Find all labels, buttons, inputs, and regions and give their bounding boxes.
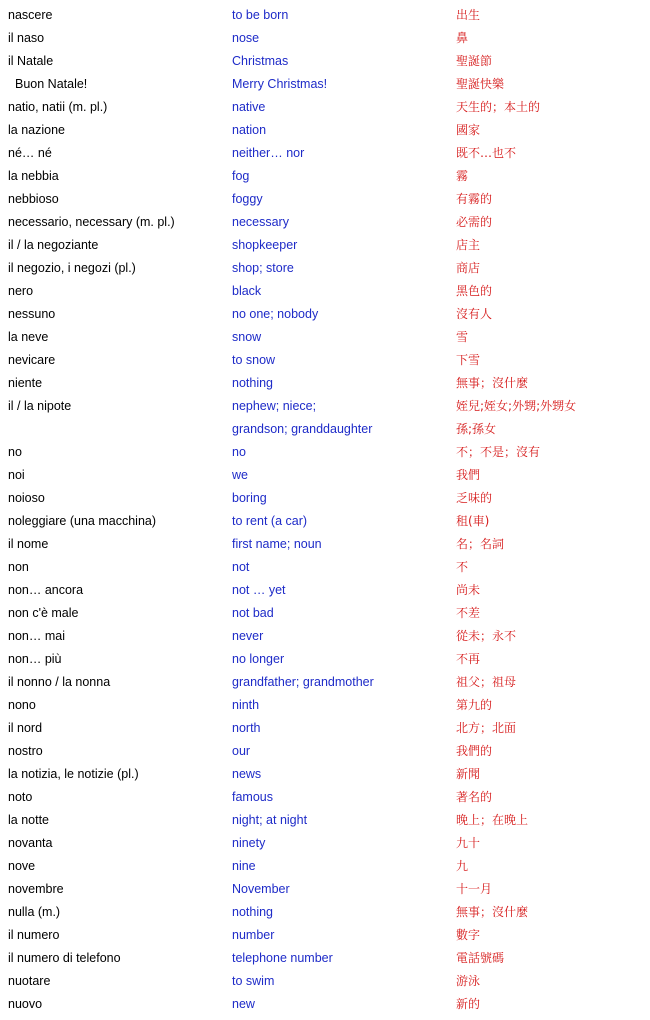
chinese-translation: 游泳 [456,974,481,988]
vocab-row [0,717,650,740]
english-translation: telephone number [232,951,333,965]
english-translation: neither… nor [232,146,305,160]
chinese-translation: 聖誕快樂 [456,77,505,91]
italian-term: il nome [8,537,49,551]
italian-term: nero [8,284,34,298]
english-translation: black [232,284,262,298]
english-translation: ninety [232,836,266,850]
italian-term: la notte [8,813,50,827]
chinese-translation: 無事；沒什麼 [456,905,529,919]
italian-term: non… mai [8,629,65,643]
english-translation: no longer [232,652,285,666]
vocab-row [0,418,650,441]
vocab-row [0,188,650,211]
italian-term: noioso [8,491,45,505]
italian-term: il nonno / la nonna [8,675,111,689]
vocab-row [0,96,650,119]
italian-term: nove [8,859,36,873]
vocab-row [0,970,650,993]
italian-term: nascere [8,8,53,22]
italian-term: noi [8,468,25,482]
english-translation: no one; nobody [232,307,319,321]
english-translation: shopkeeper [232,238,298,252]
english-translation: not [232,560,250,574]
vocab-row [0,533,650,556]
chinese-translation: 電話號碼 [456,951,505,965]
italian-term: il nord [8,721,43,735]
vocab-row [0,142,650,165]
vocab-row [0,441,650,464]
italian-term: il naso [8,31,45,45]
chinese-translation: 祖父；祖母 [456,675,517,689]
english-translation: north [232,721,261,735]
italian-term: nostro [8,744,43,758]
italian-term: il Natale [8,54,54,68]
chinese-translation: 不再 [456,652,481,666]
chinese-translation: 乏味的 [456,491,493,505]
italian-term: novanta [8,836,53,850]
chinese-translation: 黑色的 [456,284,493,298]
chinese-translation: 店主 [456,238,481,252]
vocab-row [0,4,650,27]
chinese-translation: 從未；永不 [456,629,517,643]
chinese-translation: 不；不是；沒有 [456,445,541,459]
vocab-row [0,395,650,418]
vocab-row [0,27,650,50]
italian-term: natio, natii (m. pl.) [8,100,108,114]
english-translation: necessary [232,215,289,229]
italian-term: noleggiare (una macchina) [8,514,157,528]
vocab-row [0,326,650,349]
italian-term: novembre [8,882,64,896]
vocab-row [0,464,650,487]
vocab-row [0,510,650,533]
vocab-row [0,625,650,648]
chinese-translation: 商店 [456,261,481,275]
vocab-row [0,924,650,947]
italian-term: necessario, necessary (m. pl.) [8,215,175,229]
english-translation: Christmas [232,54,289,68]
english-translation: to snow [232,353,276,367]
vocab-row [0,648,650,671]
english-translation: grandson; granddaughter [232,422,373,436]
chinese-translation: 我們 [456,468,481,482]
chinese-translation: 國家 [456,123,481,137]
english-translation: nation [232,123,267,137]
vocab-row [0,947,650,970]
chinese-translation: 十一月 [456,882,493,896]
vocab-row [0,165,650,188]
vocab-row [0,119,650,142]
vocab-row [0,993,650,1016]
chinese-translation: 無事；沒什麼 [456,376,529,390]
english-translation: news [232,767,262,781]
chinese-translation: 霧 [456,169,469,183]
vocab-row [0,349,650,372]
vocab-row [0,671,650,694]
chinese-translation: 出生 [456,8,481,22]
english-translation: not … yet [232,583,286,597]
english-translation: to rent (a car) [232,514,308,528]
chinese-translation: 孫;孫女 [456,422,497,436]
english-translation: our [232,744,251,758]
chinese-translation: 既不…也不 [456,146,517,160]
italian-term: nono [8,698,36,712]
chinese-translation: 下雪 [456,353,481,367]
italian-term: il negozio, i negozi (pl.) [8,261,136,275]
vocab-row [0,740,650,763]
vocab-row [0,878,650,901]
english-translation: grandfather; grandmother [232,675,374,689]
chinese-translation: 尚未 [456,583,481,597]
chinese-translation: 聖誕節 [456,54,493,68]
vocab-row [0,211,650,234]
chinese-translation: 租(車) [456,514,490,528]
italian-term: non c'è male [8,606,79,620]
vocab-row [0,832,650,855]
chinese-translation: 沒有人 [456,307,493,321]
italian-term: non… più [8,652,62,666]
italian-term: il numero di telefono [8,951,121,965]
italian-term: nuotare [8,974,51,988]
vocab-row [0,257,650,280]
chinese-translation: 北方；北面 [456,721,517,735]
english-translation: famous [232,790,273,804]
italian-term: la neve [8,330,49,344]
english-translation: fog [232,169,250,183]
chinese-translation: 新聞 [456,767,481,781]
vocab-row [0,234,650,257]
italian-term: nevicare [8,353,56,367]
italian-term: la notizia, le notizie (pl.) [8,767,139,781]
english-translation: ninth [232,698,260,712]
vocab-row [0,280,650,303]
chinese-translation: 名；名詞 [456,537,505,551]
chinese-translation: 九十 [456,836,481,850]
italian-term: noto [8,790,33,804]
english-translation: never [232,629,264,643]
vocab-row [0,901,650,924]
italian-term: nebbioso [8,192,59,206]
english-translation: new [232,997,255,1011]
italian-term: non [8,560,29,574]
chinese-translation: 雪 [456,330,469,344]
italian-term: non… ancora [8,583,84,597]
italian-term: nuovo [8,997,43,1011]
english-translation: nephew; niece; [232,399,317,413]
italian-term: la nazione [8,123,65,137]
chinese-translation: 天生的；本土的 [456,100,541,114]
english-translation: first name; noun [232,537,322,551]
vocab-row [0,763,650,786]
english-translation: night; at night [232,813,308,827]
italian-term: il / la nipote [8,399,72,413]
vocab-row [0,556,650,579]
vocab-row [0,602,650,625]
chinese-translation: 姪兒;姪女;外甥;外甥女 [456,399,577,413]
english-translation: shop; store [232,261,294,275]
english-translation: no [232,445,246,459]
english-translation: nine [232,859,256,873]
english-translation: November [232,882,290,896]
english-translation: native [232,100,266,114]
chinese-translation: 鼻 [456,31,469,45]
vocab-row [0,73,650,96]
vocab-row [0,786,650,809]
vocab-row [0,855,650,878]
chinese-translation: 必需的 [456,215,493,229]
vocab-row [0,372,650,395]
italian-term: Buon Natale! [15,77,88,91]
chinese-translation: 晚上；在晚上 [456,813,529,827]
chinese-translation: 新的 [456,997,481,1011]
english-translation: nothing [232,376,274,390]
vocab-row [0,579,650,602]
english-translation: snow [232,330,262,344]
english-translation: boring [232,491,267,505]
english-translation: nose [232,31,260,45]
italian-term: nulla (m.) [8,905,61,919]
english-translation: to swim [232,974,275,988]
english-translation: number [232,928,275,942]
italian-term: no [8,445,22,459]
italian-term: nessuno [8,307,56,321]
vocab-row [0,487,650,510]
chinese-translation: 有霧的 [456,192,493,206]
chinese-translation: 第九的 [456,698,493,712]
english-translation: nothing [232,905,274,919]
english-translation: to be born [232,8,289,22]
vocab-row [0,50,650,73]
chinese-translation: 數字 [456,928,481,942]
italian-term: né… né [8,146,52,160]
italian-term: niente [8,376,43,390]
english-translation: we [232,468,248,482]
english-translation: Merry Christmas! [232,77,328,91]
chinese-translation: 不差 [456,606,481,620]
english-translation: foggy [232,192,263,206]
english-translation: not bad [232,606,274,620]
vocabulary-list [0,4,650,1016]
vocab-row [0,694,650,717]
chinese-translation: 不 [456,560,469,574]
chinese-translation: 九 [456,859,469,873]
italian-term: il numero [8,928,60,942]
vocab-row [0,303,650,326]
italian-term: la nebbia [8,169,59,183]
vocab-row [0,809,650,832]
chinese-translation: 我們的 [456,744,493,758]
italian-term: il / la negoziante [8,238,99,252]
chinese-translation: 著名的 [456,790,493,804]
